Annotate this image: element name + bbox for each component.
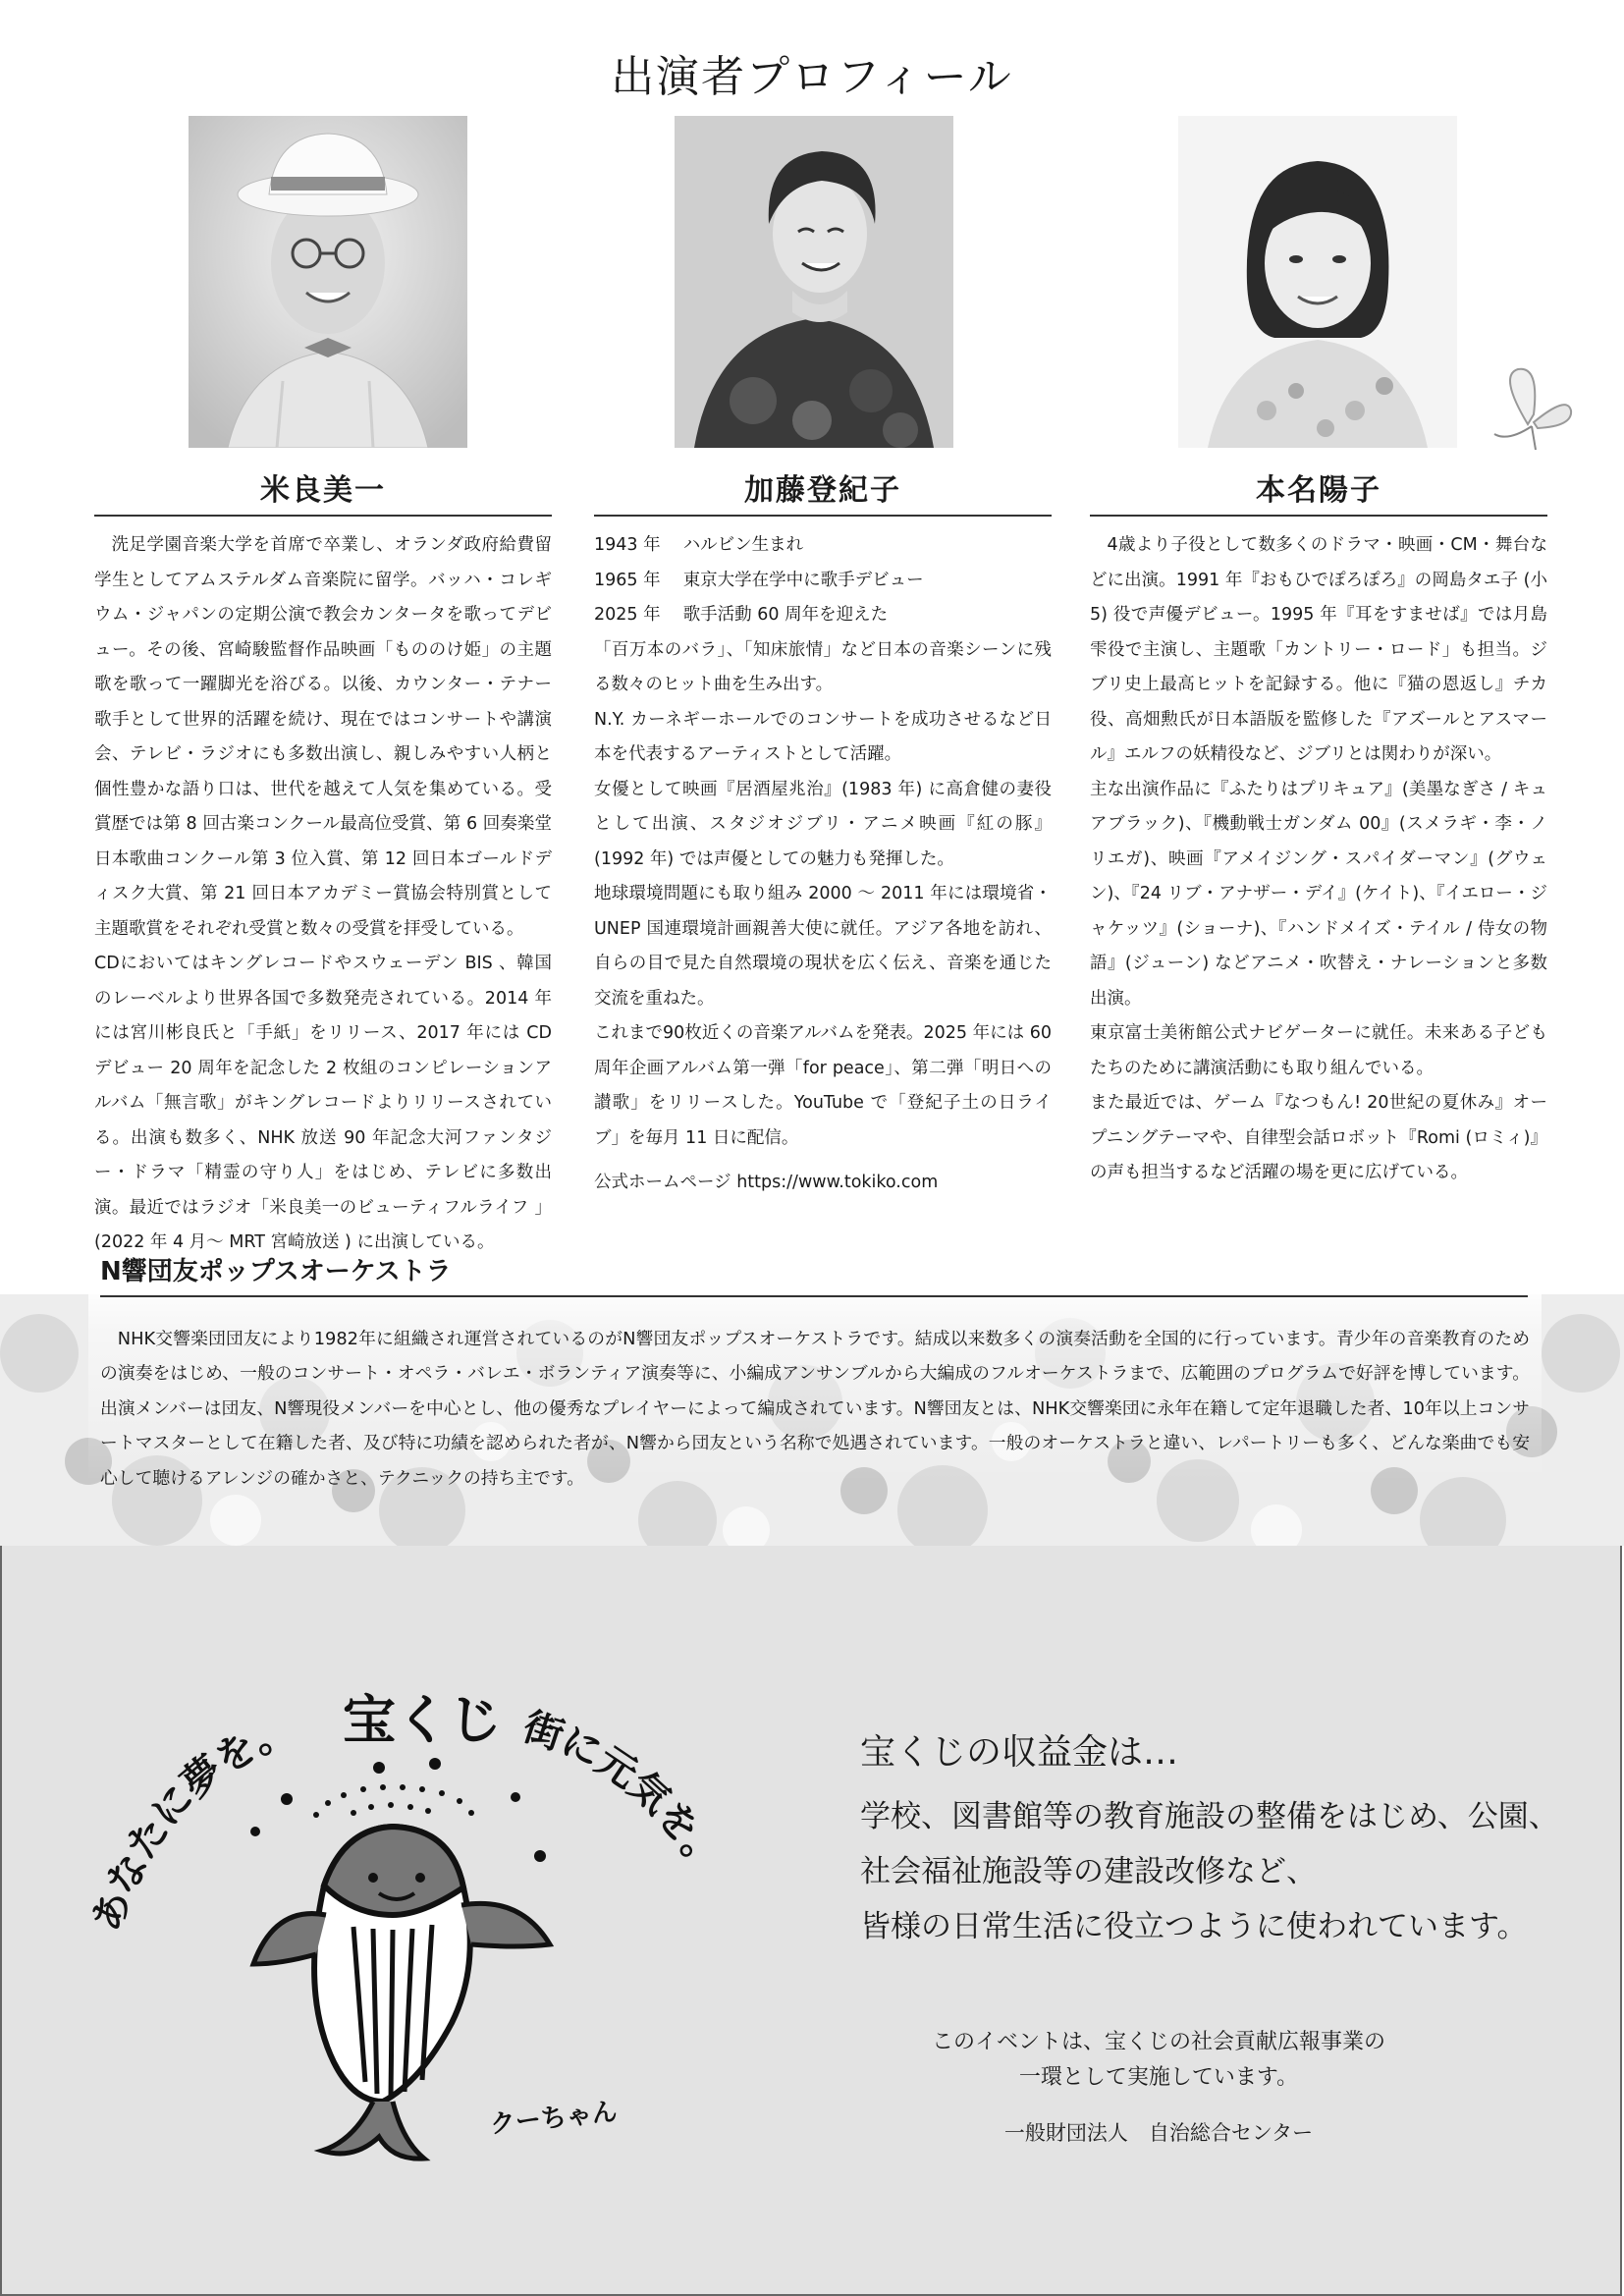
mascot-logo (59, 1669, 785, 2200)
bio-paragraph: これまで90枚近くの音楽アルバムを発表。2025 年には 60 周年企画アルバム第一弾「for peace」、第二弾「明日への讃歌」をリリースした。YouTube で「登紀子土の日ライブ」を毎月 11 日に配信。 (594, 1023, 1052, 1148)
timeline-year: 2025 年 (594, 605, 661, 625)
bio-paragraph: CDにおいてはキングレコードやスウェーデン BIS 、韓国のレーベルより世界各国で多数発売されている。2014 年には宮川彬良氏と「手紙」をリリース、2017 年には CD デビュー 20 周年を記念した 2 枚組のコンピレーションアルバム「無言歌」がキングレコードよりリリースされている。出演も数多く、NHK 放送 90 年記念大河ファンタジー・ドラマ「精霊の守り人」をはじめ、テレビに多数出演。最近ではラジオ「米良美一のビューティフルライフ 」(2022 年 4 月～ MRT 宮崎放送 ) に出演している。 (94, 954, 552, 1252)
performer-bio-2 (594, 528, 1052, 1201)
bio-paragraph: N.Y. カーネギーホールでのコンサートを成功させるなど日本を代表するアーティストとして活躍。 (594, 709, 1052, 764)
bio-paragraph: 女優として映画『居酒屋兆治』(1983 年) に高倉健の妻役として出演、スタジオジブリ・アニメ映画『紅の豚』(1992 年) では声優としての魅力も発揮した。 (594, 779, 1052, 869)
performer-photo-1 (189, 116, 467, 448)
timeline-year: 1943 年 (594, 535, 661, 555)
bio-paragraph: 東京富士美術館公式ナビゲーターに就任。未来ある子どもたちのために講演活動にも取り組んでいる。 (1090, 1023, 1547, 1078)
orchestra-title: N響団友ポップスオーケストラ (100, 1257, 452, 1286)
name-divider-3 (1090, 515, 1547, 517)
bio-paragraph: 「百万本のバラ」、「知床旅情」など日本の音楽シーンに残る数々のヒット曲を生み出す。 (594, 639, 1052, 694)
name-divider-1 (94, 515, 552, 517)
slogan-right: 街に元気を。 (517, 1704, 731, 1885)
bio-paragraph: 4歳より子役として数多くのドラマ・映画・CM・舞台などに出演。1991 年『おもひでぽろぽろ』の岡島タエ子 (小5) 役で声優デビュー。1995 年『耳をすませば』では月島雫役で主演し、主題歌「カントリー・ロード」も担当。ジブリ史上最高ヒットを記録する。他に『猫の恩返し』チカ役、高畑勲氏が日本語版を監修した『アズールとアスマール』エルフの妖精役など、ジブリとは関わりが深い。 (1090, 535, 1547, 764)
slogan-left: あなたに夢を。 (83, 1707, 300, 1938)
name-divider-2 (594, 515, 1052, 517)
website-link[interactable]: 公式ホームページ https://www.tokiko.com (594, 1173, 939, 1192)
performer-bio-1 (94, 528, 552, 1261)
performer-name-3: 本名陽子 (1256, 473, 1381, 508)
orchestra-description: NHK交響楽団団友により1982年に組織され運営されているのがN響団友ポップスオーケストラです。結成以来数多くの演奏活動を全国的に行っています。青少年の音楽教育のための演奏をはじめ、一般のコンサート・オペラ・バレエ・ボランティア演奏等に、小編成アンサンブルから大編成のフルオーケストラまで、広範囲のプログラムで好評を博しています。出演メンバーは団友、N響現役メンバーを中心とし、他の優秀なプレイヤーによって編成されています。N響団友とは、NHK交響楽団に永年在籍して定年退職した者、10年以上コンサートマスターとして在籍した者、及び特に功績を認められた者が、N響から団友という名称で処遇されています。一般のオーケストラと違い、レパートリーも多く、どんな楽曲でも安心して聴けるアレンジの確かさと、テクニックの持ち主です。 (100, 1328, 1530, 1489)
bio-paragraph: 主な出演作品に『ふたりはプリキュア』(美墨なぎさ / キュアブラック)、『機動戦士ガンダム 00』(スメラギ・李・ノリエガ)、映画『アメイジング・スパイダーマン』(グウェン)、『24 リブ・アナザー・デイ』(ケイト)、『イエロー・ジャケッツ』(ショーナ)、『ハンドメイズ・テイル / 侍女の物語』(ジューン) などアニメ・吹替え・ナレーションと多数出演。 (1090, 779, 1547, 1009)
performer-name-1: 米良美一 (260, 473, 386, 508)
timeline-item (594, 528, 1052, 564)
bio-paragraph: 洗足学園音楽大学を首席で卒業し、オランダ政府給費留学生としてアムステルダム音楽院に留学。バッハ・コレギウム・ジャパンの定期公演で教会カンタータを歌ってデビュー。その後、宮崎駿監督作品映画「もののけ姫」の主題歌を歌って一躍脚光を浴びる。以後、カウンター・テナー歌手として世界的活躍を続け、現在ではコンサートや講演会、テレビ・ラジオにも多数出演し、親しみやすい人柄と個性豊かな語り口は、世代を越えて人気を集めている。受賞歴では第 8 回古楽コンクール最高位受賞、第 6 回奏楽堂日本歌曲コンクール第 3 位入賞、第 12 回日本ゴールドディスク大賞、第 21 回日本アカデミー賞協会特別賞として主題歌賞をそれぞれ受賞と数々の受賞を拝受している。 (94, 535, 552, 939)
butterfly-icon (1489, 365, 1573, 456)
timeline-item (594, 598, 1052, 633)
timeline-year: 1965 年 (594, 570, 661, 590)
lottery-line: 学校、図書館等の教育施設の整備をはじめ、公園、 (860, 1799, 1559, 1834)
lottery-heading: 宝くじの収益金は… (860, 1732, 1179, 1773)
lottery-description (860, 1789, 1559, 1954)
portrait-woman-bob-hair-image (1178, 116, 1457, 448)
timeline-event: ハルビン生まれ (682, 535, 804, 555)
performer-name-2: 加藤登紀子 (744, 473, 901, 508)
performer-photo-3 (1178, 116, 1457, 448)
notice-line: 一環として実施しています。 (1018, 2065, 1299, 2090)
mascot-name: クーちゃん (488, 2097, 620, 2140)
timeline-item (594, 564, 1052, 599)
notice-line: このイベントは、宝くじの社会貢献広報事業の (931, 2030, 1385, 2054)
slogan-center: 宝くじ (343, 1689, 502, 1751)
lottery-line: 社会福祉施設等の建設改修など、 (860, 1854, 1317, 1889)
timeline-event: 歌手活動 60 周年を迎えた (682, 605, 889, 625)
organization-name: 一般財団法人 自治総合センター (1003, 2121, 1314, 2145)
timeline-event: 東京大学在学中に歌手デビュー (682, 570, 924, 590)
bio-paragraph: また最近では、ゲーム『なつもん! 20世紀の夏休み』オープニングテーマや、自律型会話ロボット『Romi (ロミィ)』の声も担当するなど活躍の場を更に広げている。 (1090, 1093, 1547, 1182)
page-title: 出演者プロフィール (611, 52, 1013, 102)
orchestra-divider (100, 1295, 1528, 1297)
portrait-woman-short-hair-image (675, 116, 953, 448)
bio-paragraph: 地球環境問題にも取り組み 2000 ～ 2011 年には環境省・UNEP 国連環境計画親善大使に就任。アジア各地を訪れ、自らの目で見た自然環境の現状を広く伝え、音楽を通じた交流を重ねた。 (594, 884, 1052, 1009)
event-notice (864, 2025, 1453, 2096)
portrait-man-with-hat-image (189, 116, 467, 448)
performer-photo-2 (675, 116, 953, 448)
lottery-line: 皆様の日常生活に役立つように使われています。 (860, 1909, 1528, 1944)
performer-bio-3 (1090, 528, 1547, 1191)
